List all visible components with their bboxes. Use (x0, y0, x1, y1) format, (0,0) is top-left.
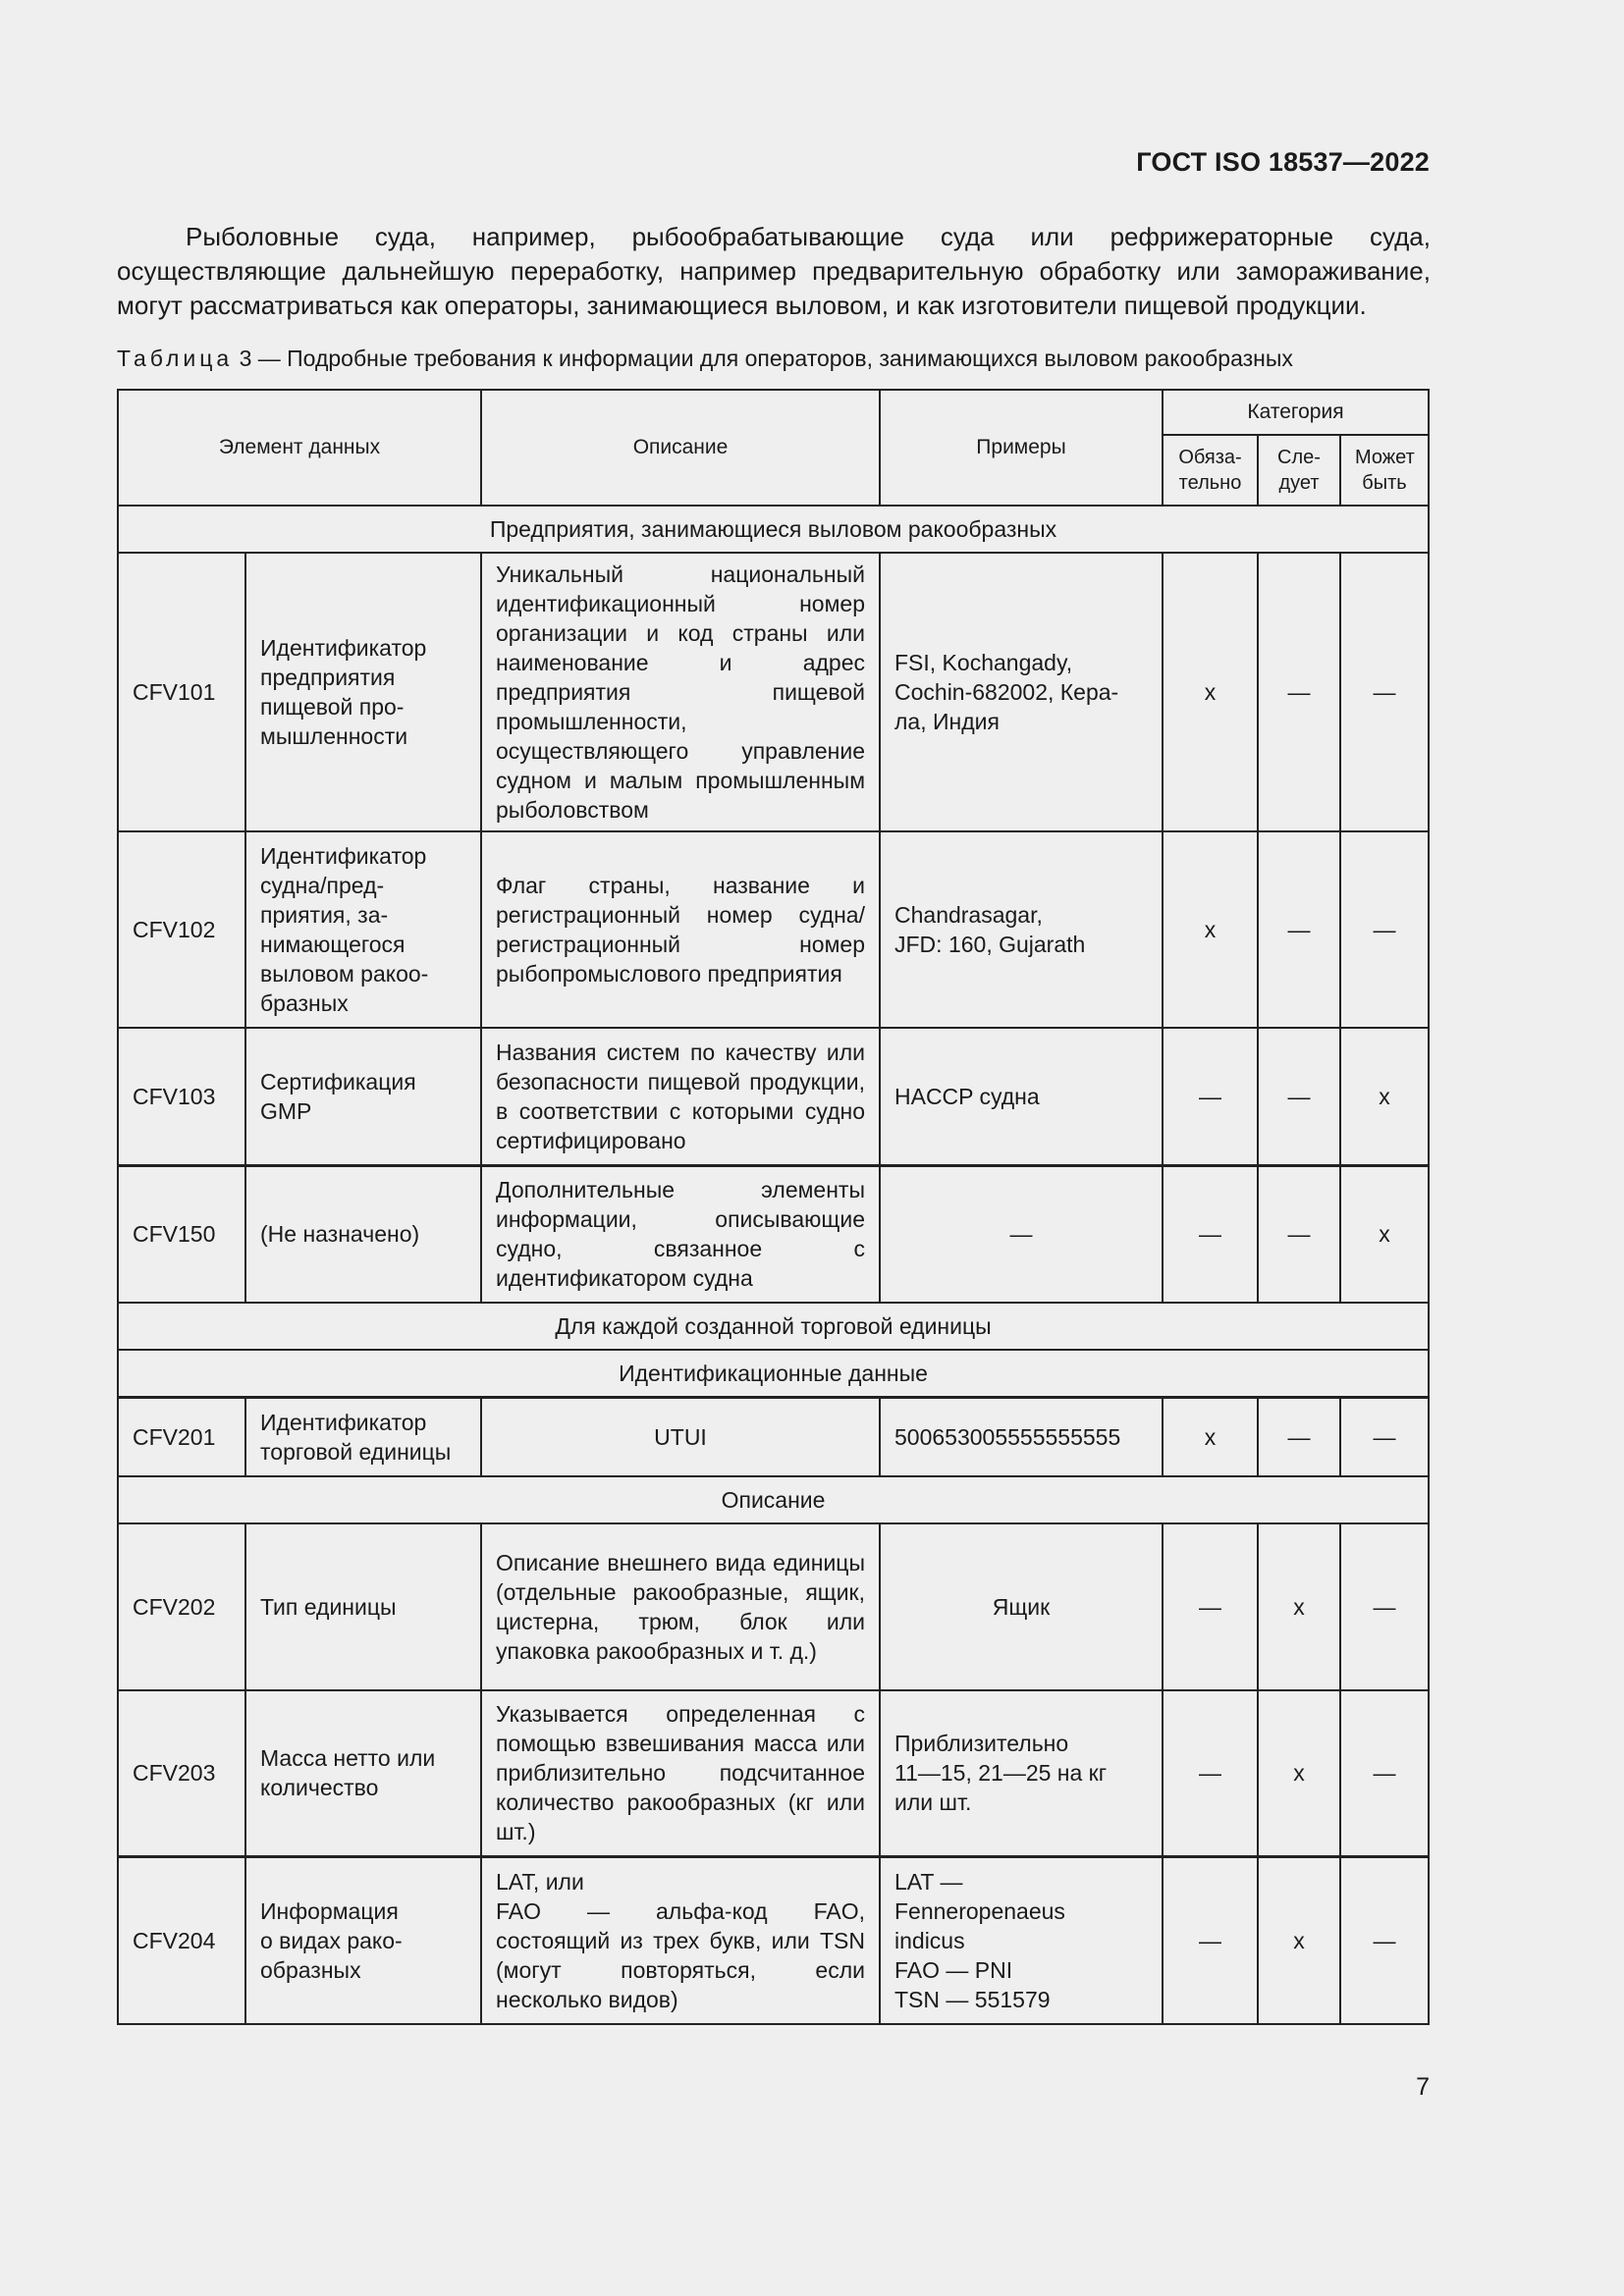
table-row (118, 1523, 1429, 1690)
row-example: FSI, Kochangady, Cochin-682002, Кера- ла, Индия (880, 553, 1163, 831)
row-example: Приблизительно 11—15, 21—25 на кг или шт. (880, 1690, 1163, 1857)
row-should: — (1258, 553, 1340, 831)
table-row (118, 1857, 1429, 2024)
table-caption-text: 3 — Подробные требования к информации для операторов, занимающихся выловом ракообразных (233, 346, 1293, 371)
row-mandatory: x (1163, 553, 1258, 831)
section-identification: Идентификационные данные (118, 1350, 1429, 1398)
row-mandatory: — (1163, 1690, 1258, 1857)
row-example: Chandrasagar, JFD: 160, Gujarath (880, 831, 1163, 1028)
row-mandatory: — (1163, 1165, 1258, 1303)
row-code: CFV202 (118, 1523, 245, 1690)
row-code: CFV203 (118, 1690, 245, 1857)
table-row (118, 1165, 1429, 1303)
table-row (118, 1690, 1429, 1857)
intro-paragraph: Рыболовные суда, например, рыбообрабатывающие суда или рефрижераторные суда, осуществляющие дальнейшую переработку, например предварительную обработку или замораживание, могут рассматриваться как операторы, занимающиеся выловом, и как изготовители пищевой продукции. (117, 222, 1431, 320)
requirements-table (117, 389, 1430, 2025)
row-may: x (1340, 1165, 1429, 1303)
row-mandatory: — (1163, 1857, 1258, 2024)
row-description: LAT, или FAO — альфа-код FAO, состоящий из трех букв, или TSN (могут повторяться, если несколько видов) (481, 1857, 880, 2024)
row-example: 500653005555555555 (880, 1398, 1163, 1476)
row-description: Уникальный национальный идентификационный номер организации и код страны или наименование и адрес предприятия пищевой промышленности, осуществляющего управление судном и малым промышленным рыболовством (481, 553, 880, 831)
row-description: Флаг страны, название и регистрационный номер судна/регистрационный номер рыбопромыслового предприятия (481, 831, 880, 1028)
row-may: — (1340, 1523, 1429, 1690)
row-code: CFV201 (118, 1398, 245, 1476)
row-should: x (1258, 1690, 1340, 1857)
row-should: x (1258, 1857, 1340, 2024)
row-description: UTUI (481, 1398, 880, 1476)
row-may: — (1340, 1690, 1429, 1857)
row-mandatory: x (1163, 831, 1258, 1028)
row-code: CFV101 (118, 553, 245, 831)
row-example: LAT — Fenneropenaeus indicus FAO — PNI TSN — 551579 (880, 1857, 1163, 2024)
row-should: — (1258, 1028, 1340, 1165)
header-description: Описание (481, 390, 880, 506)
row-may: x (1340, 1028, 1429, 1165)
row-name: Идентификатор торговой единицы (245, 1398, 481, 1476)
row-description: Указывается определенная с помощью взвешивания масса или приблизительно подсчитанное количество ракообразных (кг или шт.) (481, 1690, 880, 1857)
row-code: CFV204 (118, 1857, 245, 2024)
row-name: Масса нетто или количество (245, 1690, 481, 1857)
row-description: Дополнительные элементы информации, описывающие судно, связанное с идентификатором судна (481, 1165, 880, 1303)
row-code: CFV150 (118, 1165, 245, 1303)
header-category: Категория (1163, 390, 1429, 435)
row-name: Информация о видах рако- образных (245, 1857, 481, 2024)
table-caption-prefix: Таблица (117, 346, 234, 371)
document-code: ГОСТ ISO 18537—2022 (1136, 147, 1430, 177)
row-name: Сертификация GMP (245, 1028, 481, 1165)
row-code: CFV102 (118, 831, 245, 1028)
section-fishing-operators: Предприятия, занимающиеся выловом ракообразных (118, 506, 1429, 553)
row-should: x (1258, 1523, 1340, 1690)
row-should: — (1258, 1398, 1340, 1476)
row-example: HACCP судна (880, 1028, 1163, 1165)
row-code: CFV103 (118, 1028, 245, 1165)
row-may: — (1340, 1857, 1429, 2024)
header-element: Элемент данных (118, 390, 481, 506)
row-name: (Не назначено) (245, 1165, 481, 1303)
row-should: — (1258, 1165, 1340, 1303)
table-caption (117, 346, 1433, 372)
row-description: Названия систем по качеству или безопасности пищевой продукции, в соответствии с которыми судно сертифицировано (481, 1028, 880, 1165)
header-may: Может быть (1340, 435, 1429, 506)
table-row (118, 1398, 1429, 1476)
header-examples: Примеры (880, 390, 1163, 506)
section-trade-unit: Для каждой созданной торговой единицы (118, 1303, 1429, 1350)
row-name: Тип единицы (245, 1523, 481, 1690)
table-row (118, 553, 1429, 831)
page-number: 7 (1416, 2073, 1430, 2101)
header-should: Сле- дует (1258, 435, 1340, 506)
row-name: Идентификатор предприятия пищевой про- мышленности (245, 553, 481, 831)
row-mandatory: x (1163, 1398, 1258, 1476)
row-description: Описание внешнего вида единицы (отдельные ракообразные, ящик, цистерна, трюм, блок или упаковка ракообразных и т. д.) (481, 1523, 880, 1690)
section-description: Описание (118, 1476, 1429, 1523)
header-mandatory: Обяза- тельно (1163, 435, 1258, 506)
row-may: — (1340, 1398, 1429, 1476)
row-may: — (1340, 553, 1429, 831)
row-mandatory: — (1163, 1523, 1258, 1690)
table-row (118, 1028, 1429, 1165)
row-example: Ящик (880, 1523, 1163, 1690)
table-row (118, 831, 1429, 1028)
row-name: Идентификатор судна/пред- приятия, за- нимающегося выловом ракоо- бразных (245, 831, 481, 1028)
row-example: — (880, 1165, 1163, 1303)
row-mandatory: — (1163, 1028, 1258, 1165)
row-should: — (1258, 831, 1340, 1028)
row-may: — (1340, 831, 1429, 1028)
